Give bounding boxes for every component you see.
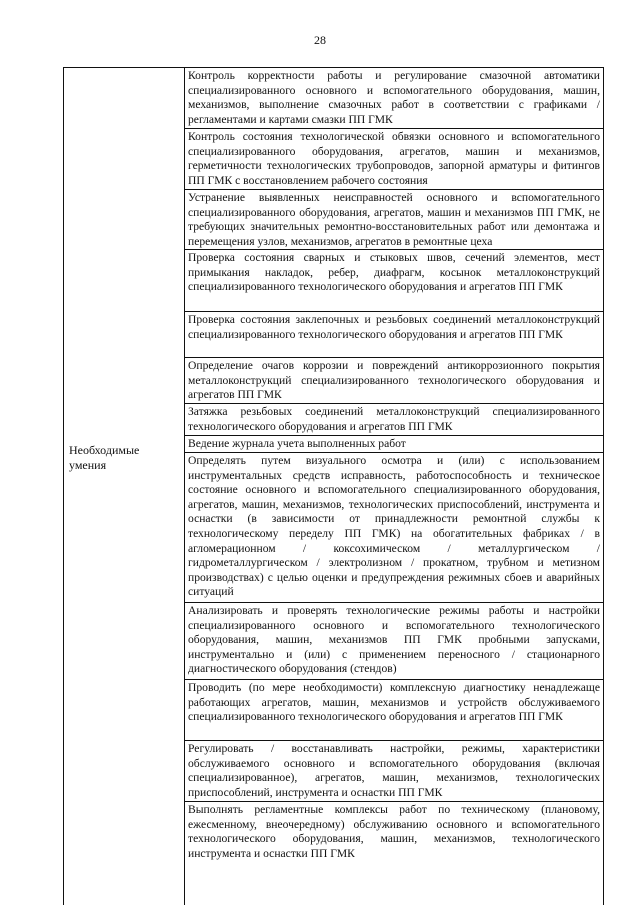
table-cell-text: Анализировать и проверять технологические режимы работы и настройки специализированного основного и вспомогательного технологического оборудования, машин, механизмов ПП ГМК пробными запусками, инструментально и (или) с применением переносного / стационарного диагностического оборудования (стендов): [188, 604, 600, 676]
table-row: [185, 404, 603, 436]
table-row: [185, 453, 603, 603]
table-cell-text: Ведение журнала учета выполненных работ: [188, 437, 406, 450]
requirements-table: [63, 67, 604, 905]
table-row: [185, 680, 603, 741]
table-cell-text: Контроль корректности работы и регулирование смазочной автоматики специализированного основного и вспомогательного оборудования, машин, механизмов, выполнение смазочных работ в соответствии с графиками / регламентами и картами смазки ПП ГМК: [188, 69, 600, 126]
table-row: [185, 250, 603, 312]
table-row: [185, 312, 603, 358]
table-row: [185, 190, 603, 250]
label-column: [64, 68, 185, 905]
table-cell-text: Проводить (по мере необходимости) комплексную диагностику ненадлежаще работающих агрегатов, машин, механизмов и устройств обслуживаемого специализированного технологического оборудования и агрегатов ПП ГМК: [188, 681, 600, 724]
table-cell-text: Затяжка резьбовых соединений металлоконструкций специализированного технологического оборудования и агрегатов ПП ГМК: [188, 405, 600, 433]
table-row: [185, 741, 603, 802]
table-cell-text: Устранение выявленных неисправностей основного и вспомогательного специализированного оборудования, агрегатов, машин и механизмов ПП ГМК, не требующих значительных ремонтно-восстановительных работ или демонтажа и перемещения узлов, механизмов, агрегатов в ремонтные цеха: [188, 191, 600, 248]
table-cell-text: Контроль состояния технологической обвязки основного и вспомогательного специализированного оборудования, агрегатов, машин и механизмов, герметичности технологических трубопроводов, запорной арматуры и фитингов ПП ГМК с восстановлением рабочего состояния: [188, 130, 600, 187]
table-row: [185, 129, 603, 190]
content-column: [185, 68, 603, 905]
table-cell-text: Регулировать / восстанавливать настройки, режимы, характеристики обслуживаемого основного и вспомогательного оборудования (включая специализированное), агрегатов, машин, механизмов, технологических приспособлений, инструмента и оснастки ПП ГМК: [188, 742, 600, 799]
table-cell-text: Определять путем визуального осмотра и (или) с использованием инструментальных средств исправность, работоспособность и техническое состояние основного и вспомогательного специализированного оборудования, агрегатов, машин, механизмов, технологических приспособлений, инструмента и оснастки (в зависимости от принадлежности ремонтной службы к технологическому переделу ПП ГМК) на обогатительных фабриках / в агломерационном / коксохимическом / металлургическом / гидрометаллургическом / электролизном / прокатном, трубном и метизном производствах) с целью оценки и предупреждения режимных сбоев и аварийных ситуаций: [188, 454, 600, 599]
table-row: [185, 802, 603, 864]
section-label-skills: Необходимые умения: [69, 443, 140, 472]
table-row: [185, 603, 603, 680]
table-cell-text: Проверка состояния заклепочных и резьбовых соединений металлоконструкций специализированного технологического оборудования и агрегатов ПП ГМК: [188, 313, 600, 341]
table-cell-text: Выполнять регламентные комплексы работ по техническому (плановому, ежесменному, внеочередному) обслуживанию основного и вспомогательного технологического оборудования, машин, механизмов, технологического инструмента и оснастки ПП ГМК: [188, 803, 600, 860]
table-row: [185, 436, 603, 453]
page-number: 28: [314, 33, 326, 47]
table-cell-text: Проверка состояния сварных и стыковых швов, сечений элементов, мест примыкания накладок, ребер, диафрагм, косынок металлоконструкций специализированного технологического оборудования и агрегатов ПП ГМК: [188, 251, 600, 294]
table-row: [185, 68, 603, 129]
table-cell-text: Определение очагов коррозии и повреждений антикоррозионного покрытия металлоконструкций специализированного технологического оборудования и агрегатов ПП ГМК: [188, 359, 600, 402]
table-row: [185, 358, 603, 404]
